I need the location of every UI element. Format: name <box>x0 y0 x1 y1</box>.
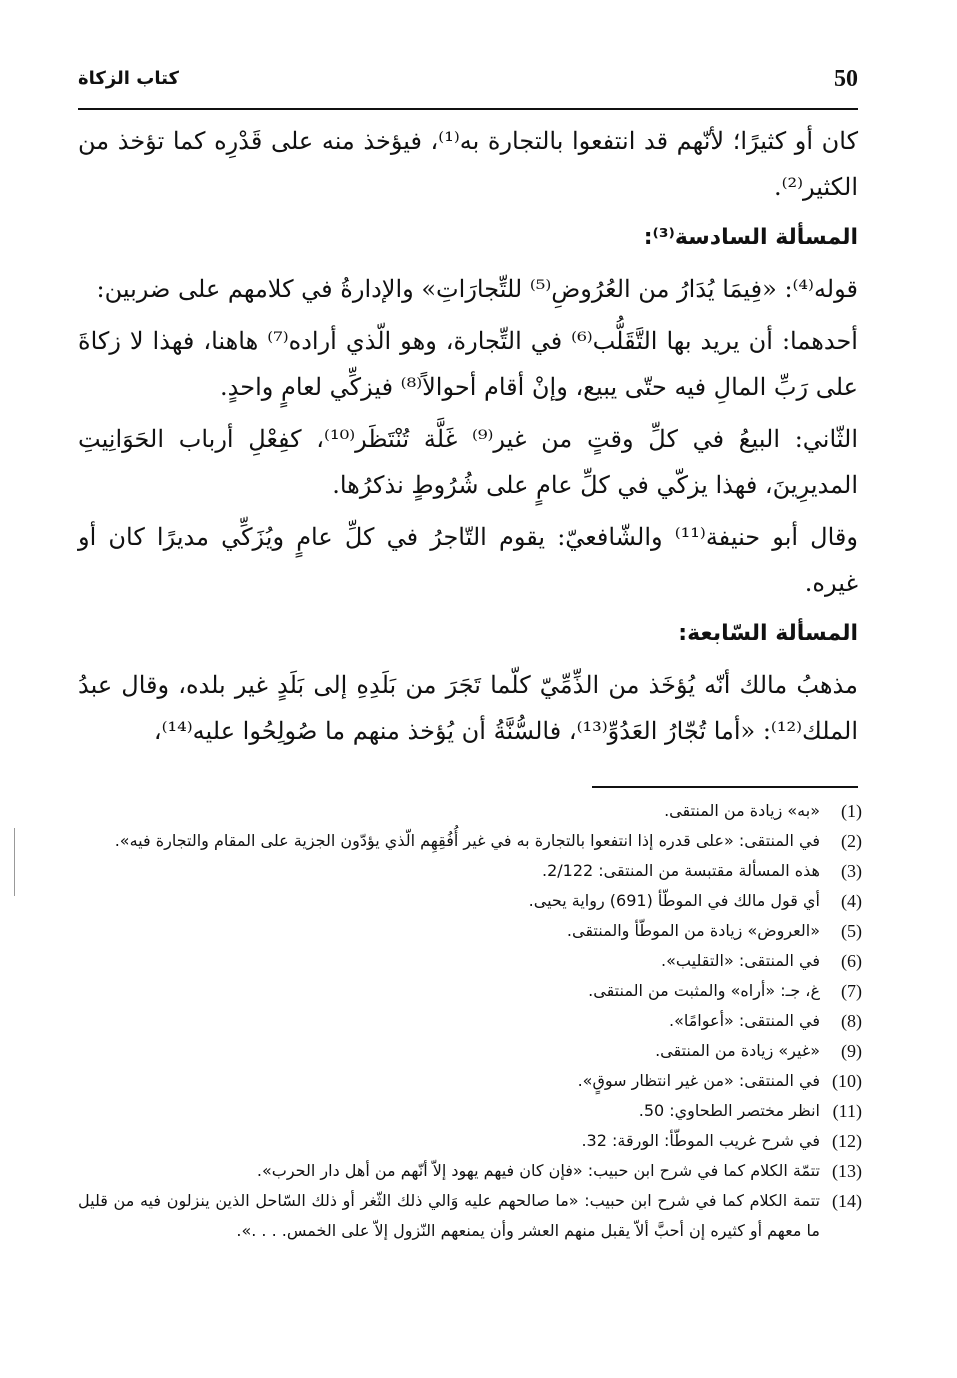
footnote-number: (12) <box>832 1131 862 1151</box>
section-heading-sixth: المسألة السادسة⁽³⁾: <box>643 225 858 250</box>
footnote-text: تتمّة الكلام كما في شرح ابن حبيب: «فإن كان فيهم يهود إلاّ أنّهم من أهل دار الحرب». <box>256 1161 820 1180</box>
book-title: كتاب الزكاة <box>78 68 179 89</box>
footnote-number: (11) <box>832 1101 862 1121</box>
footnote-number: (1) <box>841 801 862 821</box>
footnote-text: «غير» زيادة من المنتقى. <box>655 1041 820 1060</box>
footnote <box>78 1186 862 1246</box>
paragraph: أحدهما: أن يريد بها التَّقَلُّب⁽⁶⁾ في التِّجارة، وهو الّذي أراده⁽⁷⁾ هاهنا، فهذا لا زكاةَ على رَبِّ المالِ فيه حتّى يبيع، وإنْ أقام أحوالاً⁽⁸⁾ فيزكِّي لعامٍ واحدٍ. <box>78 327 858 401</box>
scan-margin-line <box>14 828 15 896</box>
footnote-text: في المنتقى: «على قدره إذا انتفعوا بالتجارة به في غير أُفُقِهِم الّذي يؤدّون الجزية على المقام والتجارة فيه». <box>114 831 820 850</box>
header-rule <box>78 108 858 110</box>
footnote-text: «العروض» زيادة من الموطّأ والمنتقى. <box>566 921 820 940</box>
footnote-text: في المنتقى: «من غير انتظار سوقٍ». <box>577 1071 820 1090</box>
footnote <box>78 1096 862 1126</box>
footnote-text: في المنتقى: «التقليب». <box>661 951 820 970</box>
paragraph: كان أو كثيرًا؛ لأنّهم قد انتفعوا بالتجارة به⁽¹⁾، فيؤخذ منه على قَدْرِه كما تؤخذ من الكثير⁽²⁾. <box>78 127 858 201</box>
footnote <box>78 916 862 946</box>
section-heading-seventh: المسألة السّابعة: <box>678 621 858 646</box>
page-number: 50 <box>834 66 858 92</box>
footnote <box>78 826 862 856</box>
footnote-number: (13) <box>832 1161 862 1181</box>
footnotes <box>78 796 862 1246</box>
footnote <box>78 976 862 1006</box>
footnote-text: أي قول مالك في الموطّأ (691) رواية يحيى. <box>528 891 820 910</box>
main-text <box>78 118 858 760</box>
footnote-text: «به» زيادة من المنتقى. <box>664 801 820 820</box>
footnote <box>78 946 862 976</box>
footnote-text: غ، جـ: «أراه» والمثبت من المنتقى. <box>588 981 820 1000</box>
footnote-text: في شرح غريب الموطّأ: الورقة: 32. <box>581 1131 820 1150</box>
footnote-text: هذه المسألة مقتبسة من المنتقى: 2/122. <box>542 861 820 880</box>
footnote <box>78 1006 862 1036</box>
footnote-number: (6) <box>841 951 862 971</box>
footnote-number: (4) <box>841 891 862 911</box>
footnote-number: (2) <box>841 831 862 851</box>
footnote <box>78 1126 862 1156</box>
footnote-rule <box>592 786 858 788</box>
footnote <box>78 1036 862 1066</box>
footnote-number: (9) <box>841 1041 862 1061</box>
footnote <box>78 1066 862 1096</box>
footnote <box>78 1156 862 1186</box>
footnote-text: في المنتقى: «أعوامًا». <box>668 1011 820 1030</box>
footnote <box>78 796 862 826</box>
footnote-number: (7) <box>841 981 862 1001</box>
running-header <box>78 66 858 96</box>
footnote-number: (14) <box>832 1191 862 1211</box>
footnote <box>78 856 862 886</box>
paragraph: قوله⁽⁴⁾: «فِيمَا يُدَارُ من العُرُوضِ⁽⁵⁾ للتِّجارَاتِ» والإدارةُ في كلامهم على ضربين: <box>96 275 858 303</box>
footnote <box>78 886 862 916</box>
footnote-number: (8) <box>841 1011 862 1031</box>
footnote-text: انظر مختصر الطحاوي: 50. <box>638 1101 820 1120</box>
footnote-number: (10) <box>832 1071 862 1091</box>
paragraph: وقال أبو حنيفة⁽¹¹⁾ والشّافعيّ: يقوم التّاجرُ في كلِّ عامٍ ويُزَكِّي مديرًا كان أو غيره. <box>78 523 858 597</box>
footnote-text: تتمة الكلام كما في شرح ابن حبيب: «ما صالحهم عليه وَالي ذلك الثّغر أو ذلك السّاحل الذين ينزلون فيه من قليل ما معهم أو كثيره إن أحبَّ ألاّ يقبل منهم العشر وأن يمنعهم النّزول إلاّ على الخمس. . . .». <box>78 1191 820 1240</box>
paragraph: مذهبُ مالك أنّه يُؤخَذ من الذِّمِّيّ كلّما تَجَرَ من بَلَدِهِ إلى بَلَدٍ غير بلده، وقال عبدُ الملك⁽¹²⁾: «أما تُجّارُ العَدُوِّ⁽¹³⁾، فالسُّنَّةُ أن يُؤخذ منهم ما صُولِحُوا عليه⁽¹⁴⁾، <box>78 671 858 745</box>
footnote-number: (5) <box>841 921 862 941</box>
paragraph: الثّاني: البيعُ في كلِّ وقتٍ من غير⁽⁹⁾ غَلَّة تُنْتَظَر⁽¹⁰⁾، كفِعْلِ أرباب الحَوَانِيتِ المديرِينَ، فهذا يزكّي في كلِّ عامٍ على شُرُوطٍ نذكرُها. <box>78 425 859 499</box>
footnote-number: (3) <box>841 861 862 881</box>
